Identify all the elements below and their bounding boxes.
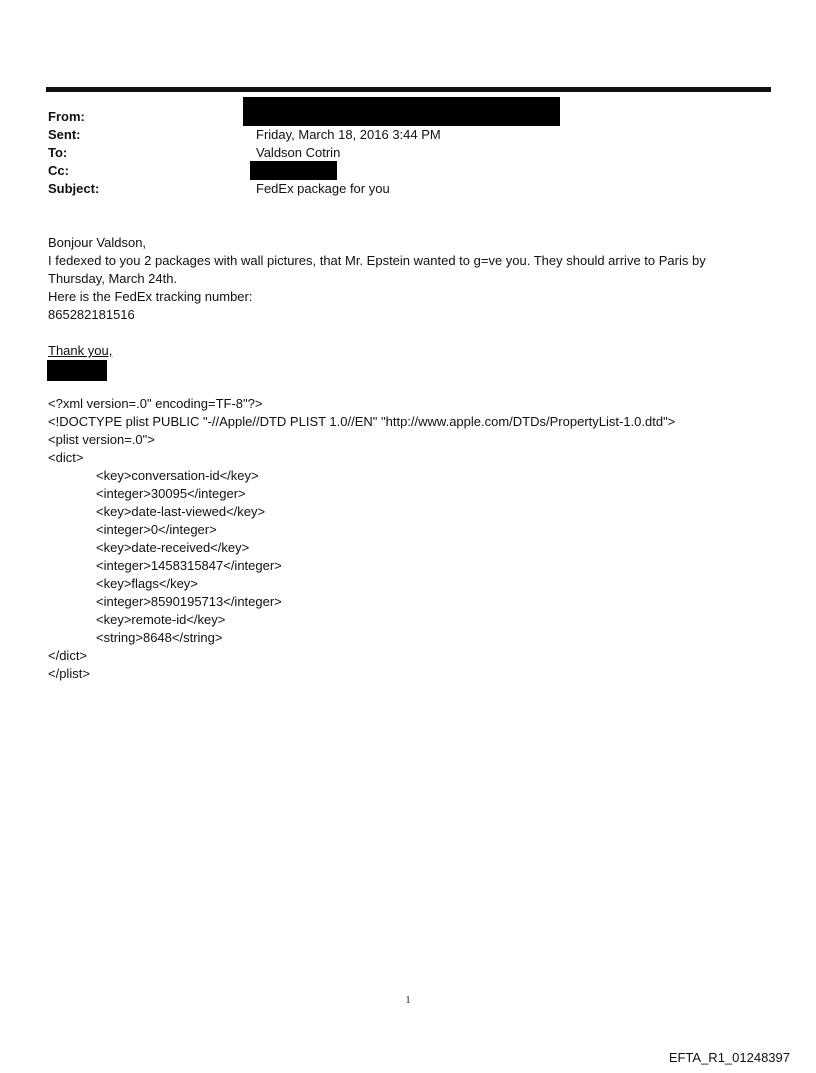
- header-rule: [46, 87, 771, 92]
- plist-item: <key>flags</key>: [96, 576, 198, 591]
- plist-dict-close: </dict>: [48, 648, 88, 663]
- plist-item: <integer>30095</integer>: [96, 486, 246, 501]
- signature-redaction: [47, 360, 107, 381]
- plist-item: <string>8648</string>: [96, 630, 223, 645]
- tracking-number: 865282181516: [48, 307, 135, 322]
- to-value: Valdson Cotrin: [256, 145, 341, 160]
- body-line-2: Thursday, March 24th.: [48, 271, 178, 286]
- from-label: From:: [48, 109, 85, 124]
- plist-item: <integer>0</integer>: [96, 522, 217, 537]
- plist-item: <key>conversation-id</key>: [96, 468, 259, 483]
- plist-item: <key>date-received</key>: [96, 540, 250, 555]
- plist-dict-open: <dict>: [48, 450, 84, 465]
- greeting: Bonjour Valdson,: [48, 235, 147, 250]
- page-number: 1: [405, 995, 411, 1006]
- plist-close: </plist>: [48, 666, 90, 681]
- sent-label: Sent:: [48, 127, 81, 142]
- message-body: [48, 234, 768, 360]
- plist-block: [48, 395, 788, 683]
- plist-item: <key>remote-id</key>: [96, 612, 226, 627]
- cc-label: Cc:: [48, 163, 69, 178]
- body-line-3: Here is the FedEx tracking number:: [48, 289, 253, 304]
- plist-open: <plist version=.0">: [48, 432, 155, 447]
- bates-number: EFTA_R1_01248397: [668, 1050, 790, 1065]
- signoff: Thank you,: [48, 343, 113, 358]
- from-redaction: [243, 97, 560, 126]
- plist-item: <integer>8590195713</integer>: [96, 594, 282, 609]
- sent-value: Friday, March 18, 2016 3:44 PM: [256, 127, 441, 142]
- subject-label: Subject:: [48, 181, 100, 196]
- plist-item: <key>date-last-viewed</key>: [96, 504, 266, 519]
- plist-item: <integer>1458315847</integer>: [96, 558, 282, 573]
- body-line-1: I fedexed to you 2 packages with wall pictures, that Mr. Epstein wanted to g=ve you. They should arrive to Paris by: [48, 253, 706, 268]
- to-label: To:: [48, 145, 68, 160]
- subject-value: FedEx package for you: [256, 181, 390, 196]
- cc-redaction: [250, 161, 337, 180]
- plist-doctype: <!DOCTYPE plist PUBLIC "-//Apple//DTD PLIST 1.0//EN" "http://www.apple.com/DTDs/PropertyList-1.0.dtd">: [48, 414, 676, 429]
- plist-xml-decl: <?xml version=.0" encoding=TF-8"?>: [48, 396, 263, 411]
